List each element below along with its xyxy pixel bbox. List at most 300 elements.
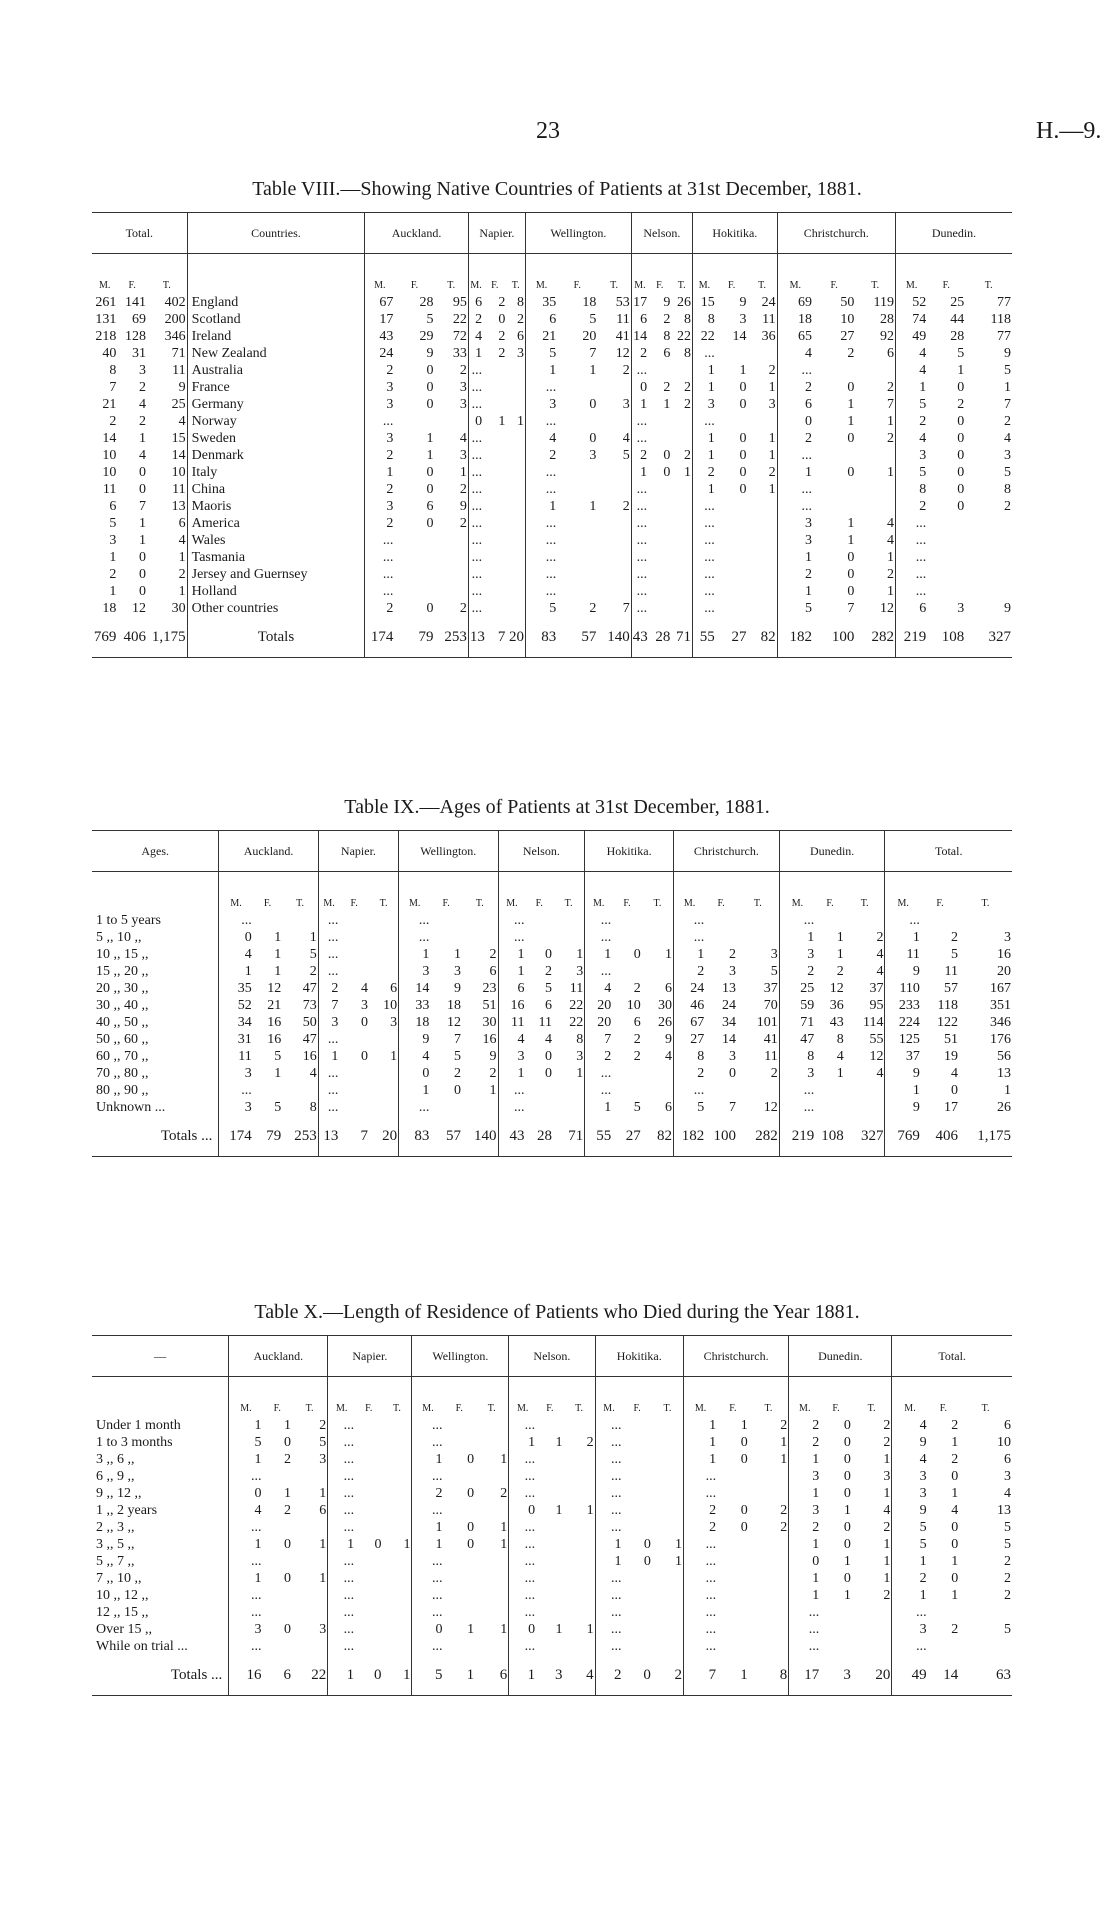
- data-cell: 0: [847, 550, 855, 565]
- data-cell: [927, 566, 965, 583]
- data-cell: 2: [693, 464, 716, 481]
- data-cell: 1: [887, 414, 895, 429]
- row-label: Unknown ...: [96, 1100, 166, 1115]
- data-cell: [553, 1082, 585, 1099]
- data-cell: [557, 413, 597, 430]
- data-cell: ...: [683, 1468, 717, 1485]
- data-cell: 1: [274, 1066, 282, 1081]
- data-cell: [648, 430, 671, 447]
- totals-row: [92, 617, 1012, 658]
- data-cell: 2: [1004, 1588, 1011, 1603]
- data-cell: 2: [777, 379, 813, 396]
- data-cell: ...: [468, 566, 483, 583]
- data-cell: 2: [498, 295, 506, 310]
- data-cell: [262, 1468, 291, 1485]
- data-cell: 1: [328, 1655, 355, 1696]
- total-cell: 0: [138, 465, 146, 480]
- data-cell: [717, 1553, 749, 1570]
- data-cell: 1: [693, 430, 716, 447]
- total-cell: 71: [171, 346, 186, 361]
- table-row: [92, 1519, 1012, 1536]
- data-cell: [737, 1082, 779, 1099]
- data-cell: [355, 1485, 382, 1502]
- data-cell: 769: [885, 1116, 921, 1157]
- data-cell: 16: [997, 947, 1011, 962]
- total-cell: 0: [138, 550, 146, 565]
- mft-label: T.: [867, 1403, 876, 1414]
- data-cell: 1: [684, 465, 692, 480]
- data-cell: ...: [328, 1570, 355, 1587]
- data-cell: 41: [763, 1032, 778, 1047]
- data-cell: [536, 1451, 563, 1468]
- data-cell: 1: [847, 414, 855, 429]
- table8-mft-row: [92, 254, 1012, 295]
- data-cell: 4: [309, 1066, 317, 1081]
- row-label: 70 ,, 80 ,,: [96, 1066, 149, 1081]
- data-cell: 0: [509, 1621, 536, 1638]
- data-cell: 0: [957, 499, 965, 514]
- data-cell: 1: [887, 584, 895, 599]
- data-cell: [292, 1587, 328, 1604]
- total-cell: 30: [171, 601, 186, 616]
- data-cell: 2: [847, 346, 855, 361]
- data-cell: 2: [674, 963, 706, 980]
- data-cell: 20: [585, 997, 612, 1014]
- data-cell: 1: [883, 1486, 891, 1501]
- row-label: While on trial ...: [96, 1639, 188, 1654]
- data-cell: [475, 1604, 509, 1621]
- data-cell: ...: [498, 929, 525, 946]
- data-cell: [355, 1417, 382, 1434]
- data-cell: ...: [229, 1604, 263, 1621]
- data-cell: [355, 1587, 382, 1604]
- data-cell: 20: [997, 964, 1011, 979]
- data-cell: 3: [454, 964, 462, 979]
- data-cell: 18: [777, 311, 813, 328]
- data-cell: ...: [779, 1082, 815, 1099]
- mft-label: F.: [717, 898, 725, 909]
- data-cell: [444, 1417, 476, 1434]
- data-cell: [748, 583, 778, 600]
- country-label: Holland: [187, 583, 365, 600]
- data-cell: ...: [328, 1638, 355, 1655]
- total-cell: 0: [138, 584, 146, 599]
- data-cell: 253: [435, 617, 469, 658]
- data-cell: 35: [525, 294, 557, 311]
- data-cell: [705, 929, 737, 946]
- data-cell: ...: [892, 1638, 928, 1655]
- mft-label: M.: [219, 872, 253, 913]
- data-cell: 9: [892, 1434, 928, 1451]
- mft-label: F.: [830, 280, 838, 291]
- data-cell: [652, 1434, 684, 1451]
- data-cell: [564, 1638, 596, 1655]
- data-cell: ...: [896, 515, 928, 532]
- total-cell: 4: [138, 448, 146, 463]
- data-cell: 5: [589, 312, 597, 327]
- mft-label: T.: [564, 898, 573, 909]
- data-cell: 2: [683, 1502, 717, 1519]
- data-cell: 2: [318, 980, 339, 997]
- data-cell: ...: [525, 532, 557, 549]
- data-cell: 57: [943, 981, 958, 996]
- data-cell: 1: [498, 946, 525, 963]
- mft-label: T.: [753, 898, 762, 909]
- data-cell: ...: [318, 1031, 339, 1048]
- data-cell: [622, 1621, 651, 1638]
- data-cell: 73: [302, 998, 317, 1013]
- mft-label: M.: [631, 254, 648, 295]
- data-cell: [506, 498, 525, 515]
- data-cell: 0: [426, 465, 434, 480]
- data-cell: 27: [674, 1031, 706, 1048]
- data-cell: 282: [855, 617, 895, 658]
- data-cell: [737, 929, 779, 946]
- table-row: [92, 1485, 1012, 1502]
- table-row: [92, 929, 1012, 946]
- data-cell: 5: [622, 448, 630, 463]
- total-cell: 8: [109, 363, 117, 378]
- data-cell: [716, 532, 748, 549]
- data-cell: 2: [468, 311, 483, 328]
- data-cell: [564, 1587, 596, 1604]
- data-cell: [815, 1099, 845, 1116]
- data-cell: 3: [365, 396, 395, 413]
- data-cell: 30: [658, 998, 672, 1013]
- data-cell: [292, 1519, 328, 1536]
- data-cell: 3: [365, 430, 395, 447]
- data-cell: 2: [622, 363, 630, 378]
- data-cell: [483, 532, 506, 549]
- data-cell: [444, 1604, 476, 1621]
- data-cell: 14: [928, 1655, 960, 1696]
- table-row: [92, 328, 1012, 345]
- data-cell: [253, 912, 283, 929]
- data-cell: 2: [498, 329, 506, 344]
- data-cell: [965, 515, 1012, 532]
- mft-label: T.: [379, 898, 388, 909]
- data-cell: 10: [626, 998, 641, 1013]
- data-cell: ...: [328, 1519, 355, 1536]
- data-cell: ...: [789, 1604, 821, 1621]
- data-cell: [652, 1604, 684, 1621]
- data-cell: 0: [468, 413, 483, 430]
- data-cell: [737, 912, 779, 929]
- data-cell: 2: [633, 1032, 641, 1047]
- data-cell: [435, 566, 469, 583]
- data-cell: 13: [318, 1116, 339, 1157]
- data-cell: ...: [683, 1485, 717, 1502]
- data-cell: 1: [412, 1536, 444, 1553]
- row-label: 15 ,, 20 ,,: [96, 964, 149, 979]
- data-cell: 5: [777, 600, 813, 617]
- data-cell: [444, 1553, 476, 1570]
- data-cell: 9: [399, 1031, 431, 1048]
- data-cell: ...: [631, 532, 648, 549]
- data-cell: [813, 362, 855, 379]
- data-cell: 2: [684, 397, 692, 412]
- data-cell: 174: [365, 617, 395, 658]
- data-cell: 0: [739, 465, 747, 480]
- data-cell: 7: [622, 601, 630, 616]
- data-cell: [483, 600, 506, 617]
- page-reference: H.—9.: [1036, 118, 1102, 144]
- data-cell: 4: [564, 1655, 596, 1696]
- data-cell: 9: [454, 981, 462, 996]
- table10-header: Wellington.: [412, 1336, 509, 1377]
- data-cell: [671, 430, 692, 447]
- data-cell: 25: [779, 980, 815, 997]
- data-cell: 1: [847, 516, 855, 531]
- country-label: Other countries: [187, 600, 365, 617]
- data-cell: 10: [383, 998, 398, 1013]
- data-cell: 2: [585, 1048, 612, 1065]
- data-cell: [927, 549, 965, 566]
- data-cell: [652, 1638, 684, 1655]
- data-cell: [536, 1638, 563, 1655]
- data-cell: [536, 1604, 563, 1621]
- data-cell: [928, 1604, 960, 1621]
- data-cell: [355, 1553, 382, 1570]
- data-cell: ...: [683, 1587, 717, 1604]
- data-cell: 1: [665, 947, 672, 962]
- mft-label: F.: [633, 1403, 641, 1414]
- data-cell: ...: [412, 1468, 444, 1485]
- data-cell: 27: [716, 617, 748, 658]
- data-cell: 1: [957, 363, 965, 378]
- data-cell: [444, 1638, 476, 1655]
- data-cell: 11: [616, 312, 630, 327]
- data-cell: 67: [365, 294, 395, 311]
- data-cell: 0: [847, 584, 855, 599]
- data-cell: 12: [880, 601, 895, 616]
- data-cell: 6: [498, 980, 525, 997]
- total-cell: 3: [138, 363, 146, 378]
- data-cell: 57: [430, 1116, 462, 1157]
- data-cell: 0: [843, 1469, 851, 1484]
- data-cell: 1: [468, 345, 483, 362]
- data-cell: 4: [498, 1031, 525, 1048]
- data-cell: 1: [309, 930, 317, 945]
- data-cell: 5: [454, 1049, 462, 1064]
- data-cell: [845, 1099, 885, 1116]
- data-cell: ...: [328, 1451, 355, 1468]
- data-cell: ...: [468, 481, 483, 498]
- table-row: [92, 1587, 1012, 1604]
- data-cell: ...: [525, 549, 557, 566]
- data-cell: 2: [951, 1622, 959, 1637]
- mft-label: F.: [442, 898, 450, 909]
- data-cell: [355, 1468, 382, 1485]
- table-row: [92, 532, 1012, 549]
- data-cell: 8: [684, 312, 692, 327]
- data-cell: 6: [631, 311, 648, 328]
- data-cell: [506, 362, 525, 379]
- data-cell: 5: [309, 947, 317, 962]
- totals-row: [92, 1116, 1012, 1157]
- mft-label: T.: [677, 280, 686, 291]
- mft-label: T.: [984, 280, 993, 291]
- data-cell: [355, 1638, 382, 1655]
- table8-header: Napier.: [468, 213, 525, 254]
- data-cell: 2: [780, 1520, 788, 1535]
- data-cell: 1: [382, 1655, 412, 1696]
- data-cell: 4: [876, 964, 884, 979]
- data-cell: 1: [274, 930, 282, 945]
- data-cell: 2: [498, 346, 506, 361]
- data-cell: 108: [927, 617, 965, 658]
- table-row: [92, 583, 1012, 600]
- table8-header: Total.: [92, 213, 187, 254]
- data-cell: 35: [219, 980, 253, 997]
- data-cell: ...: [683, 1536, 717, 1553]
- data-cell: [927, 515, 965, 532]
- data-cell: [564, 1417, 596, 1434]
- data-cell: 6: [319, 1503, 327, 1518]
- data-cell: 1: [883, 1452, 891, 1467]
- data-cell: [536, 1553, 563, 1570]
- total-cell: 15: [171, 431, 186, 446]
- data-cell: 0: [843, 1435, 851, 1450]
- data-cell: [716, 515, 748, 532]
- data-cell: [382, 1638, 412, 1655]
- data-cell: 1: [663, 397, 671, 412]
- data-cell: [815, 912, 845, 929]
- data-cell: 4: [1004, 1486, 1011, 1501]
- data-cell: [564, 1604, 596, 1621]
- total-cell: 0: [138, 567, 146, 582]
- data-cell: ...: [693, 600, 716, 617]
- data-cell: ...: [595, 1502, 622, 1519]
- data-cell: [716, 583, 748, 600]
- table-row: [92, 946, 1012, 963]
- data-cell: 1: [498, 963, 525, 980]
- data-cell: 1: [319, 1571, 327, 1586]
- data-cell: 82: [748, 617, 778, 658]
- data-cell: [506, 379, 525, 396]
- table-row: [92, 515, 1012, 532]
- data-cell: 22: [452, 312, 467, 327]
- data-cell: 7: [589, 346, 597, 361]
- data-cell: [444, 1587, 476, 1604]
- data-cell: 4: [399, 1048, 431, 1065]
- data-cell: ...: [674, 929, 706, 946]
- data-cell: [965, 583, 1012, 600]
- data-cell: 0: [219, 929, 253, 946]
- data-cell: 5: [950, 947, 958, 962]
- data-cell: [394, 549, 434, 566]
- data-cell: 0: [426, 516, 434, 531]
- data-cell: 47: [302, 1032, 317, 1047]
- data-cell: ...: [468, 447, 483, 464]
- data-cell: [652, 1587, 684, 1604]
- table9-header: Dunedin.: [779, 831, 885, 872]
- data-cell: 3: [739, 312, 747, 327]
- data-cell: 3: [516, 346, 524, 361]
- data-cell: [597, 379, 631, 396]
- mft-label: M.: [789, 1377, 821, 1418]
- table10-mft-row: [92, 1377, 1012, 1418]
- data-cell: 6: [525, 311, 557, 328]
- data-cell: 1: [847, 397, 855, 412]
- data-cell: [253, 1082, 283, 1099]
- data-cell: 1: [589, 499, 597, 514]
- data-cell: [612, 963, 642, 980]
- table9-header: Nelson.: [498, 831, 585, 872]
- data-cell: 0: [283, 1537, 291, 1552]
- total-cell: 218: [95, 329, 117, 344]
- data-cell: 49: [896, 328, 928, 345]
- data-cell: 5: [229, 1434, 263, 1451]
- data-cell: 2: [887, 567, 895, 582]
- data-cell: 20: [852, 1655, 892, 1696]
- data-cell: 1: [229, 1417, 263, 1434]
- data-cell: 3: [365, 498, 395, 515]
- data-cell: [671, 583, 692, 600]
- data-cell: [642, 929, 674, 946]
- data-cell: 1: [500, 1622, 508, 1637]
- data-cell: 6: [1004, 1418, 1011, 1433]
- data-cell: 17: [365, 311, 395, 328]
- data-cell: ...: [631, 481, 648, 498]
- total-cell: 2: [178, 567, 186, 582]
- data-cell: 7: [1004, 397, 1011, 412]
- data-cell: 0: [739, 482, 747, 497]
- data-cell: 2: [595, 1655, 622, 1696]
- data-cell: 2: [876, 930, 884, 945]
- data-cell: [475, 1417, 509, 1434]
- data-cell: 2: [365, 481, 395, 498]
- data-cell: [355, 1621, 382, 1638]
- data-cell: 4: [892, 1417, 928, 1434]
- data-cell: 14: [399, 980, 431, 997]
- data-cell: 1: [555, 1622, 563, 1637]
- table8-header: Wellington.: [525, 213, 631, 254]
- data-cell: 34: [721, 1015, 736, 1030]
- mft-label: T.: [610, 280, 618, 291]
- total-cell: 14: [171, 448, 186, 463]
- data-cell: ...: [318, 1065, 339, 1082]
- total-cell: 18: [102, 601, 117, 616]
- row-label: 2 ,, 3 ,,: [96, 1520, 135, 1535]
- data-cell: 2: [789, 1519, 821, 1536]
- data-cell: 92: [880, 329, 895, 344]
- data-cell: 43: [498, 1116, 525, 1157]
- data-cell: 2: [544, 964, 552, 979]
- data-cell: ...: [777, 447, 813, 464]
- data-cell: 1: [789, 1587, 821, 1604]
- data-cell: ...: [683, 1570, 717, 1587]
- mft-label: F.: [729, 1403, 737, 1414]
- data-cell: 1: [399, 1082, 431, 1099]
- data-cell: [748, 549, 778, 566]
- data-cell: [648, 515, 671, 532]
- data-cell: ...: [399, 1099, 431, 1116]
- data-cell: 0: [739, 380, 747, 395]
- data-cell: 3: [390, 1015, 398, 1030]
- data-cell: 4: [525, 430, 557, 447]
- data-cell: 1: [768, 431, 776, 446]
- spacer: [187, 254, 365, 295]
- data-cell: 36: [761, 329, 776, 344]
- data-cell: [483, 549, 506, 566]
- data-cell: [671, 532, 692, 549]
- data-cell: ...: [328, 1587, 355, 1604]
- data-cell: 3: [536, 1655, 563, 1696]
- data-cell: [339, 963, 369, 980]
- data-cell: [382, 1587, 412, 1604]
- data-cell: [525, 929, 552, 946]
